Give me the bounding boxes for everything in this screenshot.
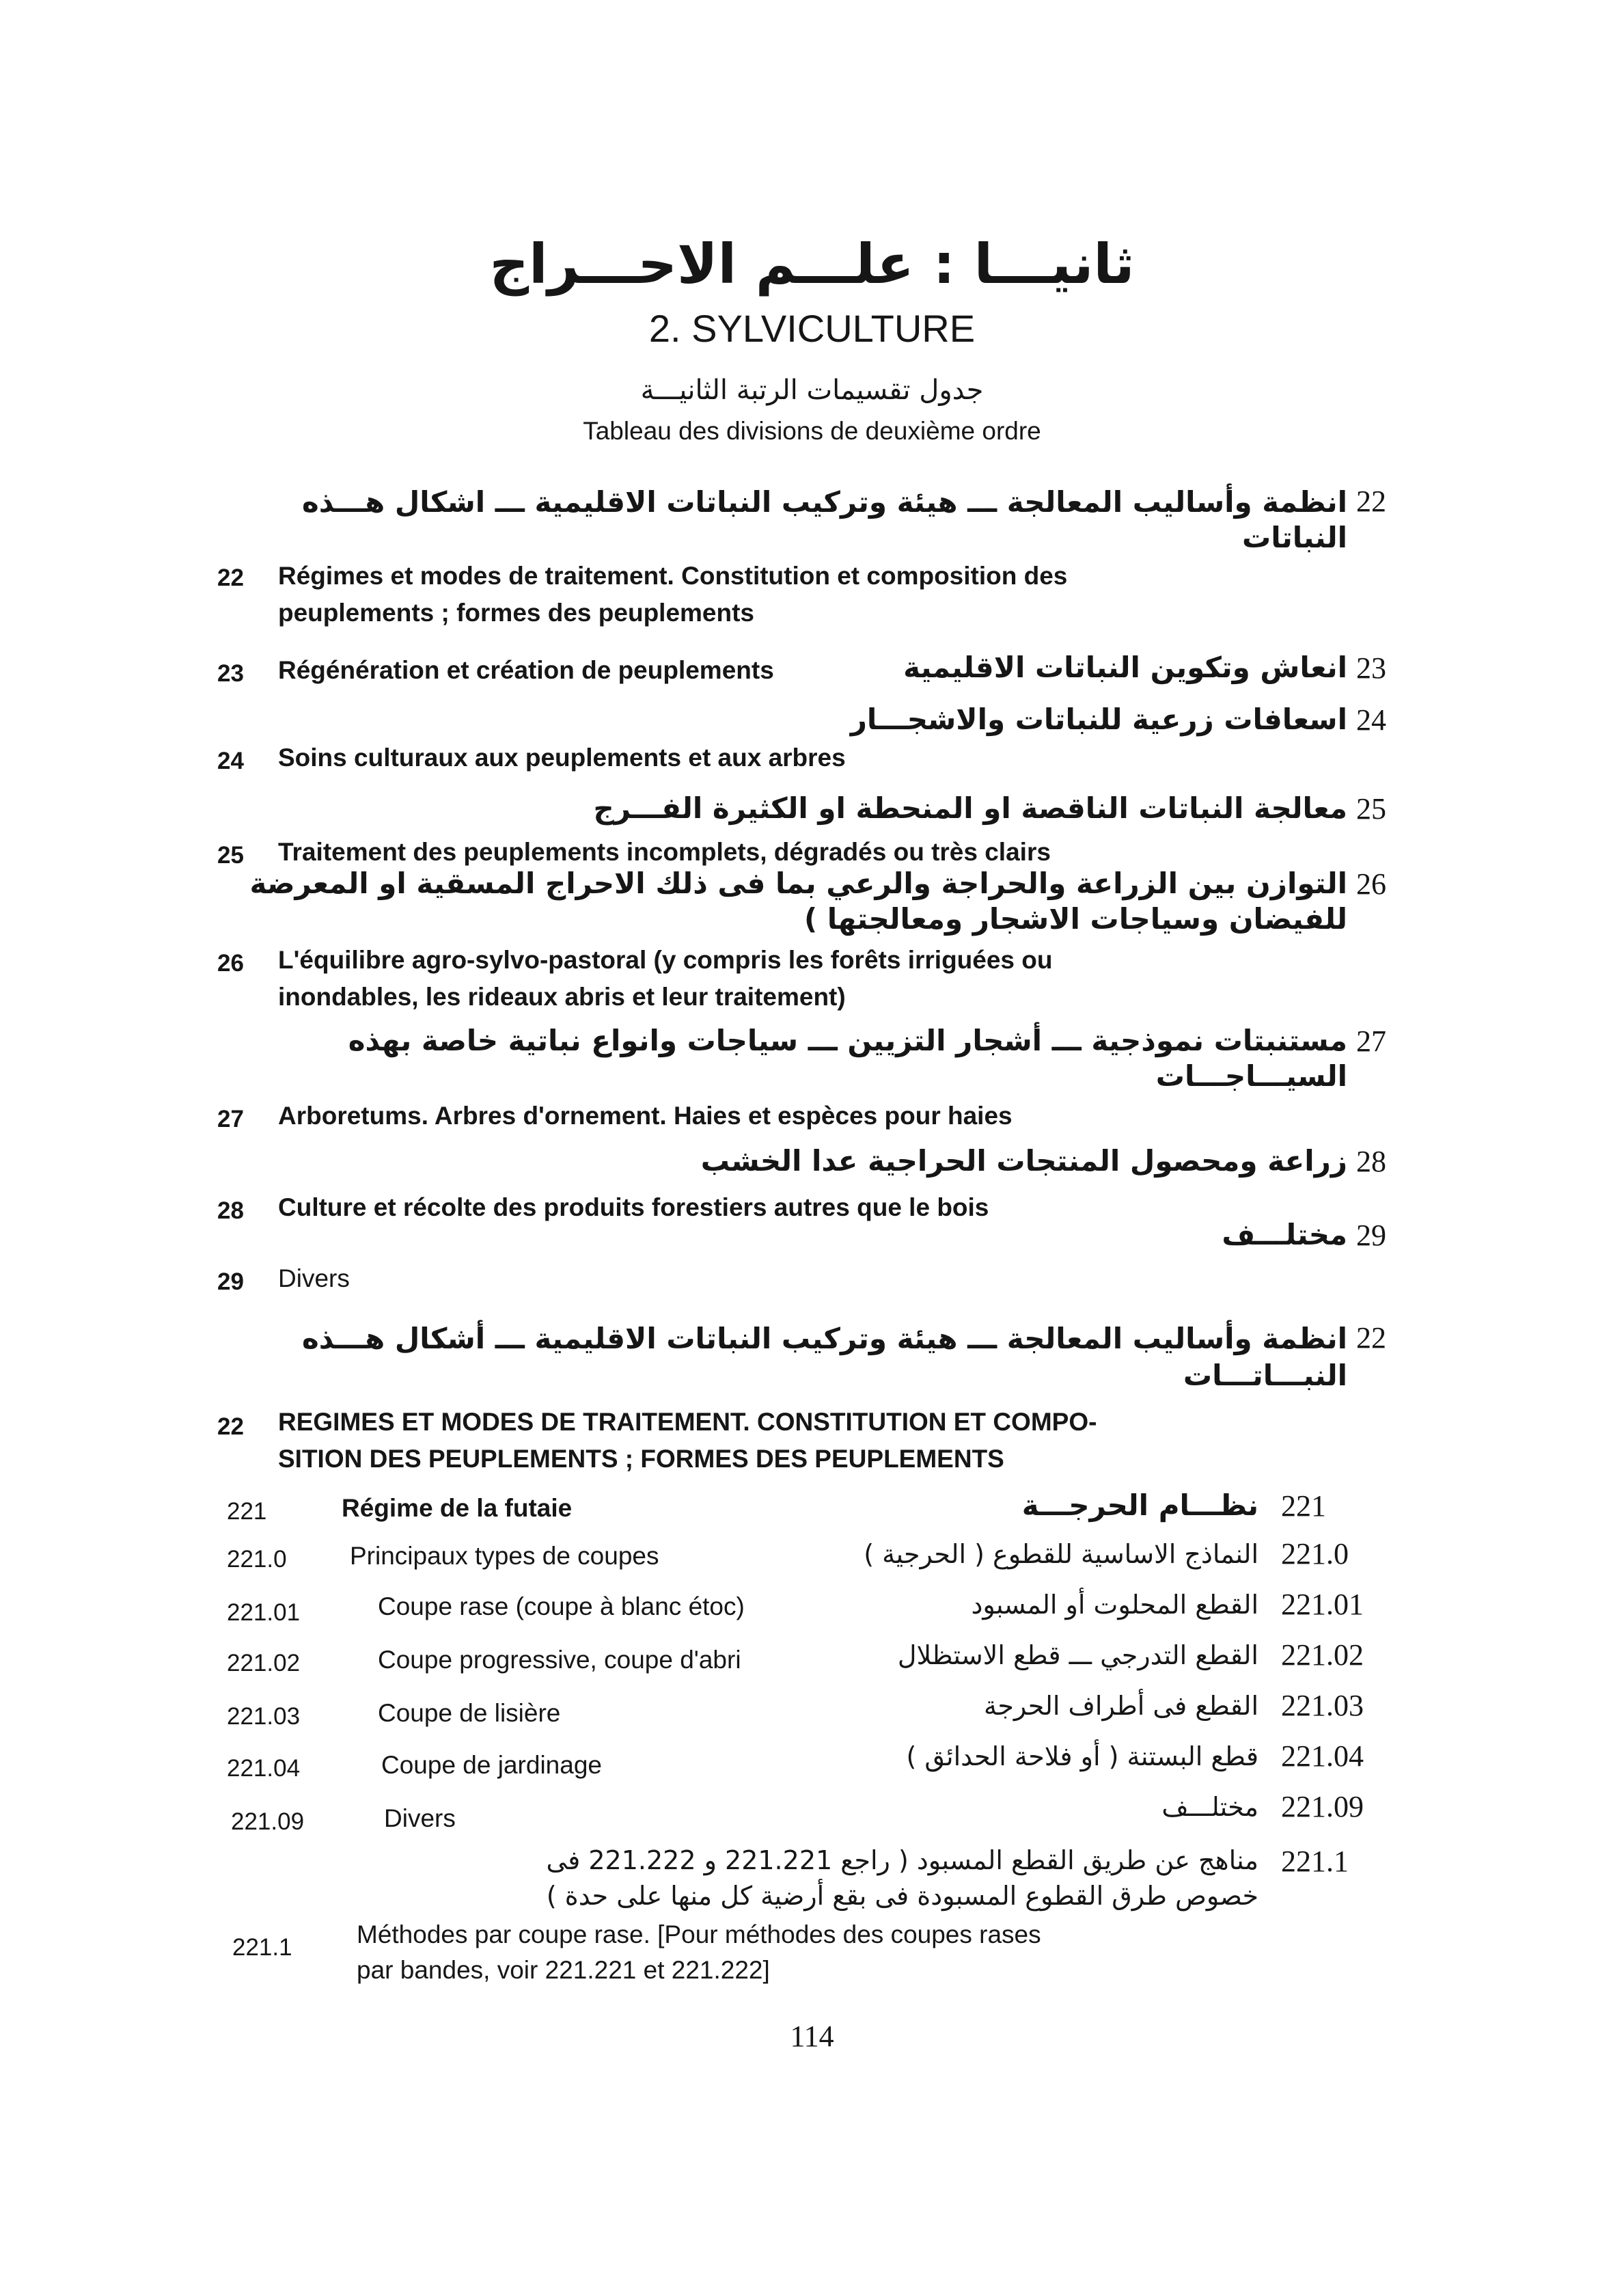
entry-code-fr: 22 xyxy=(217,565,244,591)
sub-fr: Coupe de jardinage xyxy=(381,1751,602,1779)
sub-ar: قطع البستنة ( أو فلاحة الحدائق ) xyxy=(906,1741,1258,1771)
sub-code-right: 221.09 xyxy=(1281,1790,1364,1823)
entry-fr-line: Régimes et modes de traitement. Constitution et composition des xyxy=(278,562,1068,590)
entry-ar-line: اسعافات زرعية للنباتات والاشجـــار xyxy=(850,703,1347,736)
entry-ar-line: انعاش وتكوين النباتات الاقليمية xyxy=(903,651,1347,684)
entry-ar-line: للفيضان وسياجات الاشجار ومعالجتها ) xyxy=(803,902,1347,936)
entry-fr-line: Régénération et création de peuplements xyxy=(278,656,774,684)
entry-fr-line: Traitement des peuplements incomplets, dégradés ou très clairs xyxy=(278,838,1051,866)
entry-ar-line: انظمة وأساليب المعالجة ـــ هيئة وتركيب النباتات الاقليمية ـــ اشكال هـــذه xyxy=(301,485,1347,519)
page-number: 114 xyxy=(790,2020,834,2053)
entry-fr-line: Divers xyxy=(278,1264,350,1292)
entry-ar-line: التوازن بين الزراعة والحراجة والرعي بما فى ذلك الاحراج المسقية او المعرضة xyxy=(249,867,1347,900)
sub-code-right: 221.03 xyxy=(1281,1689,1364,1722)
entry-fr-line: Arboretums. Arbres d'ornement. Haies et espèces pour haies xyxy=(278,1102,1013,1130)
sub-ar: النماذج الاساسية للقطوع ( الحرجية ) xyxy=(864,1539,1258,1569)
arabic-title: ثانيـــا : علـــم الاحـــراج xyxy=(489,232,1135,296)
entry-code-ar: 29 xyxy=(1356,1219,1386,1252)
entry-code-fr: 29 xyxy=(217,1268,244,1295)
last-code-right: 221.1 xyxy=(1281,1845,1349,1878)
section-ar-line: النبـــاتـــات xyxy=(1183,1359,1347,1392)
sub-code-right: 221.04 xyxy=(1281,1739,1364,1773)
arabic-subtitle: جدول تقسيمات الرتبة الثانيـــة xyxy=(640,375,984,406)
sub-code-right: 221 xyxy=(1281,1489,1326,1523)
sub-fr: Divers xyxy=(384,1804,456,1832)
entry-code-ar: 22 xyxy=(1356,485,1386,518)
entry-ar-line: السيـــاجـــات xyxy=(1155,1059,1347,1093)
sub-code-left: 221.04 xyxy=(227,1755,301,1782)
sub-code-left: 221.09 xyxy=(231,1808,305,1835)
entry-fr-line: peuplements ; formes des peuplements xyxy=(278,599,755,627)
french-title: 2. SYLVICULTURE xyxy=(648,307,976,350)
sub-code-right: 221.0 xyxy=(1281,1537,1349,1571)
entry-code-fr: 25 xyxy=(217,842,244,869)
section-ar-line: انظمة وأساليب المعالجة ـــ هيئة وتركيب النباتات الاقليمية ـــ أشكال هـــذه xyxy=(301,1322,1347,1355)
entry-code-ar: 23 xyxy=(1356,651,1386,685)
last-fr-line: Méthodes par coupe rase. [Pour méthodes des coupes rases xyxy=(357,1920,1041,1948)
last-ar-line: خصوص طرق القطوع المسبودة فى بقع أرضية كل منها على حدة ) xyxy=(546,1881,1258,1911)
entry-code-fr: 26 xyxy=(217,950,244,977)
sub-code-left: 221.02 xyxy=(227,1650,301,1676)
entry-code-fr: 23 xyxy=(217,660,244,687)
entry-fr-line: Soins culturaux aux peuplements et aux arbres xyxy=(278,744,846,772)
entry-fr-line: inondables, les rideaux abris et leur traitement) xyxy=(278,983,846,1011)
sub-ar: القطع التدرجي ـــ قطع الاستظلال xyxy=(897,1640,1258,1670)
entry-code-ar: 26 xyxy=(1356,867,1386,901)
entry-code-ar: 27 xyxy=(1356,1024,1386,1058)
entry-ar-line: مستنبتات نموذجية ـــ أشجار التزيين ـــ سياجات وانواع نباتية خاصة بهذه xyxy=(348,1024,1347,1057)
section-code-ar: 22 xyxy=(1356,1321,1386,1355)
french-subtitle: Tableau des divisions de deuxième ordre xyxy=(583,417,1041,445)
entry-ar-line: مختلـــف xyxy=(1222,1218,1347,1251)
sub-fr: Coupe de lisière xyxy=(378,1699,561,1727)
section-code-fr: 22 xyxy=(217,1413,244,1440)
entry-ar-line: زراعة ومحصول المنتجات الحراجية عدا الخشب xyxy=(700,1144,1347,1178)
sub-code-left: 221.01 xyxy=(227,1599,301,1626)
last-fr-line: par bandes, voir 221.221 et 221.222] xyxy=(357,1956,770,1984)
section-fr-line: SITION DES PEUPLEMENTS ; FORMES DES PEUPLEMENTS xyxy=(278,1445,1004,1473)
sub-code-left: 221 xyxy=(227,1498,267,1525)
sub-ar: القطع المحلوت أو المسبود xyxy=(971,1590,1258,1620)
entry-code-ar: 25 xyxy=(1356,792,1386,826)
entry-code-fr: 28 xyxy=(217,1197,244,1224)
section-fr-line: REGIMES ET MODES DE TRAITEMENT. CONSTITUTION ET COMPO- xyxy=(278,1408,1097,1436)
sub-fr: Coupe progressive, coupe d'abri xyxy=(378,1646,741,1674)
sub-code-right: 221.01 xyxy=(1281,1588,1364,1621)
entry-fr-line: L'équilibre agro-sylvo-pastoral (y compris les forêts irriguées ou xyxy=(278,946,1053,974)
entry-code-ar: 24 xyxy=(1356,703,1386,737)
sub-code-left: 221.03 xyxy=(227,1703,301,1730)
last-ar-line: مناهج عن طريق القطع المسبود ( راجع 221.221 و 221.222 فى xyxy=(546,1845,1258,1875)
last-code-left: 221.1 xyxy=(232,1934,292,1961)
entry-ar-line: النباتات xyxy=(1242,521,1347,554)
sub-fr: Principaux types de coupes xyxy=(350,1542,659,1570)
entry-code-fr: 27 xyxy=(217,1106,244,1132)
entry-ar-line: معالجة النباتات الناقصة او المنحطة او الكثيرة الفـــرج xyxy=(593,791,1347,825)
sub-ar: نظـــام الحرجـــة xyxy=(1021,1488,1258,1522)
sub-code-right: 221.02 xyxy=(1281,1638,1364,1672)
sub-ar: القطع فى أطراف الحرجة xyxy=(983,1691,1258,1721)
entry-code-ar: 28 xyxy=(1356,1145,1386,1178)
entry-code-fr: 24 xyxy=(217,748,244,774)
sub-code-left: 221.0 xyxy=(227,1546,287,1573)
sub-ar: مختلـــف xyxy=(1161,1792,1258,1822)
sub-fr: Régime de la futaie xyxy=(342,1494,573,1522)
entry-fr-line: Culture et récolte des produits forestiers autres que le bois xyxy=(278,1193,989,1221)
sub-fr: Coupe rase (coupe à blanc étoc) xyxy=(378,1592,745,1620)
